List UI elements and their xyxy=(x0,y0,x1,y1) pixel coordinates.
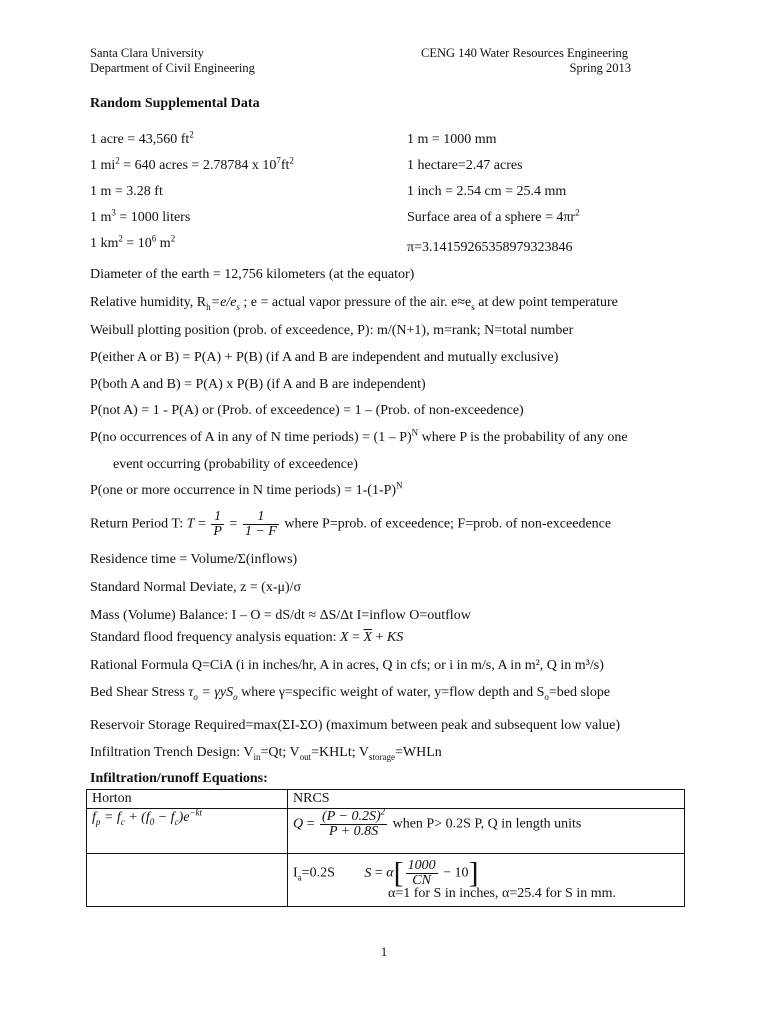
university: Santa Clara University xyxy=(90,46,204,60)
nrcs-header: NRCS xyxy=(288,790,685,809)
term: Spring 2013 xyxy=(569,61,631,75)
inch-line: 1 inch = 2.54 cm = 25.4 mm xyxy=(407,184,567,199)
sphere-line: Surface area of a sphere = $4\pi r^2$ xyxy=(407,207,580,225)
p-no-line: P(no occurrences of A in any of N time periods) = (1 – P)$^N$ where P is the probability of any one xyxy=(90,427,628,445)
header-left xyxy=(90,46,255,76)
p-one-line: P(one or more occurrence in N time periods) = $1-(1-P)^N$ xyxy=(90,480,403,498)
snd-line: Standard Normal Deviate, z = (x-μ)/σ xyxy=(90,580,302,595)
p-both-line: P(both A and B) = P(A) x P(B) (if A and B are independent) xyxy=(90,377,426,392)
flood-line: Standard flood frequency analysis equation: $X = \overline{X}$ + KS xyxy=(90,630,404,645)
diameter-line: Diameter of the earth = 12,756 kilometers (at the equator) xyxy=(90,267,415,282)
equations-table xyxy=(86,789,685,907)
shear-line: Bed Shear Stress $\tau_o = \gamma yS_o$ where γ=specific weight of water, y=flow depth and $S_o=bed$ slope xyxy=(90,685,611,702)
humidity-line: Relative humidity, $R_h=e/e_s$ ; e = actual vapor pressure of the air. $e\approx e_s$ at dew point temperature xyxy=(90,295,618,312)
mi2-line: 1 $mi^2 = 640$ acres = 2.78784 x $10^7ft^2$ xyxy=(90,155,294,173)
hectare-line: 1 hectare=2.47 acres xyxy=(407,158,523,173)
nrcs-storage-cell: $I_a=0.2S$ S = α[ $\frac{1000}{CN}$ − 10] α=1 for S in inches, α=25.4 for S in mm. xyxy=(288,854,685,907)
m-mm-line: 1 m = 1000 mm xyxy=(407,132,497,147)
m-ft-line: 1 m = 3.28 ft xyxy=(90,184,163,199)
alpha-note: α=1 for S in inches, α=25.4 for S in mm. xyxy=(388,886,617,901)
horton-empty-cell xyxy=(87,854,288,907)
horton-equation: $f_p = f_c + (f_0 - f_c)e^{-kt}$ xyxy=(87,809,288,854)
residence-line: Residence time = Volume/Σ(inflows) xyxy=(90,552,298,567)
page-number: 1 xyxy=(380,944,388,959)
horton-header: Horton xyxy=(87,790,288,809)
return-period-line: Return Period T: T = $\frac{1}{P}$ = $\frac{1}{1 - F}$ where P=prob. of exceedence; F=prob. of non-exceedence xyxy=(90,509,612,539)
infiltration-heading: Infiltration/runoff Equations: xyxy=(90,771,268,786)
rational-line: Rational Formula Q=CiA (i in inches/hr, A in acres, Q in cfs; or i in m/s, A in m², Q in m³/s) xyxy=(90,658,604,673)
fraction-1-over-p: $\frac{1}{P}$ xyxy=(213,509,222,539)
acre-line: 1 acre = 43,560 $ft^2$ xyxy=(90,129,194,147)
page-title: Random Supplemental Data xyxy=(90,96,260,111)
fraction-1-over-1-minus-f: $\frac{1}{1 - F}$ xyxy=(244,509,277,539)
weibull-line: Weibull plotting position (prob. of exceedence, P): m/(N+1), m=rank; N=total number xyxy=(90,323,574,338)
course: CENG 140 Water Resources Engineering xyxy=(421,46,629,60)
reservoir-line: Reservoir Storage Required=max(ΣI-ΣO) (maximum between peak and subsequent low value) xyxy=(90,718,620,733)
nrcs-runoff-equation: Q = $\frac{(P - 0.2S)^2}{P + 0.8S}$ when P> 0.2S P, Q in length units xyxy=(288,809,685,854)
header-right xyxy=(421,46,631,76)
mass-balance-line: Mass (Volume) Balance: I – O = dS/dt ≈ ΔS/Δt I=inflow O=outflow xyxy=(90,608,471,623)
department: Department of Civil Engineering xyxy=(90,61,255,75)
p-no-line-cont: event occurring (probability of exceedence) xyxy=(113,457,358,472)
m3-line: 1 $m^3 = 1000$ liters xyxy=(90,207,191,225)
p-either-line: P(either A or B) = P(A) + P(B) (if A and B are independent and mutually exclusive) xyxy=(90,350,559,365)
km2-line: 1 $km^2 = 10^6$ $m^2$ xyxy=(90,233,176,251)
pi-line: π=3.14159265358979323846 xyxy=(407,240,573,255)
trench-line: Infiltration Trench Design: $V_{in}=Qt$; $V_{out}=KHLt$; $V_{storage}=WHLn$ xyxy=(90,745,442,762)
p-not-line: P(not A) = 1 - P(A) or (Prob. of exceedence) = 1 – (Prob. of non-exceedence) xyxy=(90,403,524,418)
